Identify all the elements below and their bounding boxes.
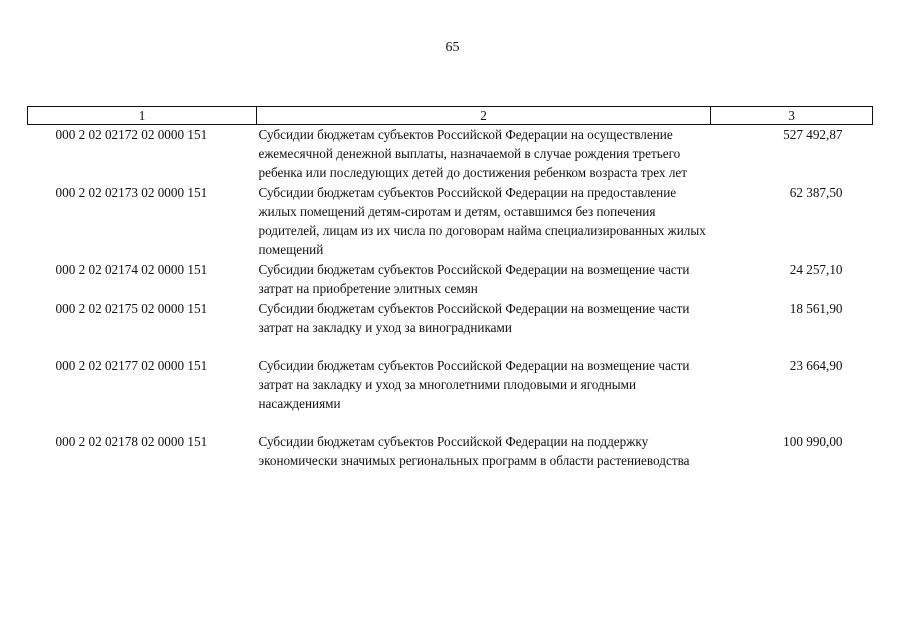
budget-amount: 527 492,87 — [783, 127, 843, 142]
table-row — [28, 299, 873, 356]
table-row — [28, 260, 873, 299]
budget-description: Субсидии бюджетам субъектов Российской Федерации на поддержку экономически значимых региональных программ в области растениеводства — [258, 434, 690, 468]
table-row — [28, 356, 873, 432]
budget-amount: 23 664,90 — [789, 358, 843, 373]
column-header-description: 2 — [257, 107, 711, 125]
budget-amount: 24 257,10 — [789, 262, 843, 277]
budget-amount: 62 387,50 — [789, 185, 843, 200]
budget-code: 000 2 02 02177 02 0000 151 — [55, 358, 208, 373]
budget-description: Субсидии бюджетам субъектов Российской Федерации на возмещение части затрат на закладку и уход за виноградниками — [258, 301, 690, 335]
budget-description: Субсидии бюджетам субъектов Российской Федерации на осуществление ежемесячной денежной выплаты, назначаемой в случае рождения третьего ребенка или последующих детей до достижения ребенком возраста трех лет — [258, 127, 688, 180]
budget-code: 000 2 02 02175 02 0000 151 — [55, 301, 208, 316]
table-header-row — [28, 107, 873, 125]
budget-description: Субсидии бюджетам субъектов Российской Федерации на возмещение части затрат на приобретение элитных семян — [258, 262, 690, 296]
budget-description: Субсидии бюджетам субъектов Российской Федерации на предоставление жилых помещений детям-сиротам и детям, оставшимся без попечения родителей, лицам из их числа по договорам найма специализированных жилых помещений — [258, 185, 706, 257]
table-row — [28, 432, 873, 471]
budget-amount: 18 561,90 — [789, 301, 843, 316]
table-row — [28, 125, 873, 184]
budget-code: 000 2 02 02174 02 0000 151 — [55, 262, 208, 277]
budget-code: 000 2 02 02172 02 0000 151 — [55, 127, 208, 142]
budget-amount: 100 990,00 — [783, 434, 843, 449]
page-number: 65 — [445, 40, 460, 55]
table-row — [28, 183, 873, 260]
column-header-code: 1 — [28, 107, 257, 125]
budget-code: 000 2 02 02178 02 0000 151 — [55, 434, 208, 449]
budget-code: 000 2 02 02173 02 0000 151 — [55, 185, 208, 200]
budget-table — [27, 106, 873, 471]
budget-description: Субсидии бюджетам субъектов Российской Федерации на возмещение части затрат на закладку и уход за многолетними плодовыми и ягодными насаждениями — [258, 358, 690, 411]
column-header-amount: 3 — [711, 107, 873, 125]
